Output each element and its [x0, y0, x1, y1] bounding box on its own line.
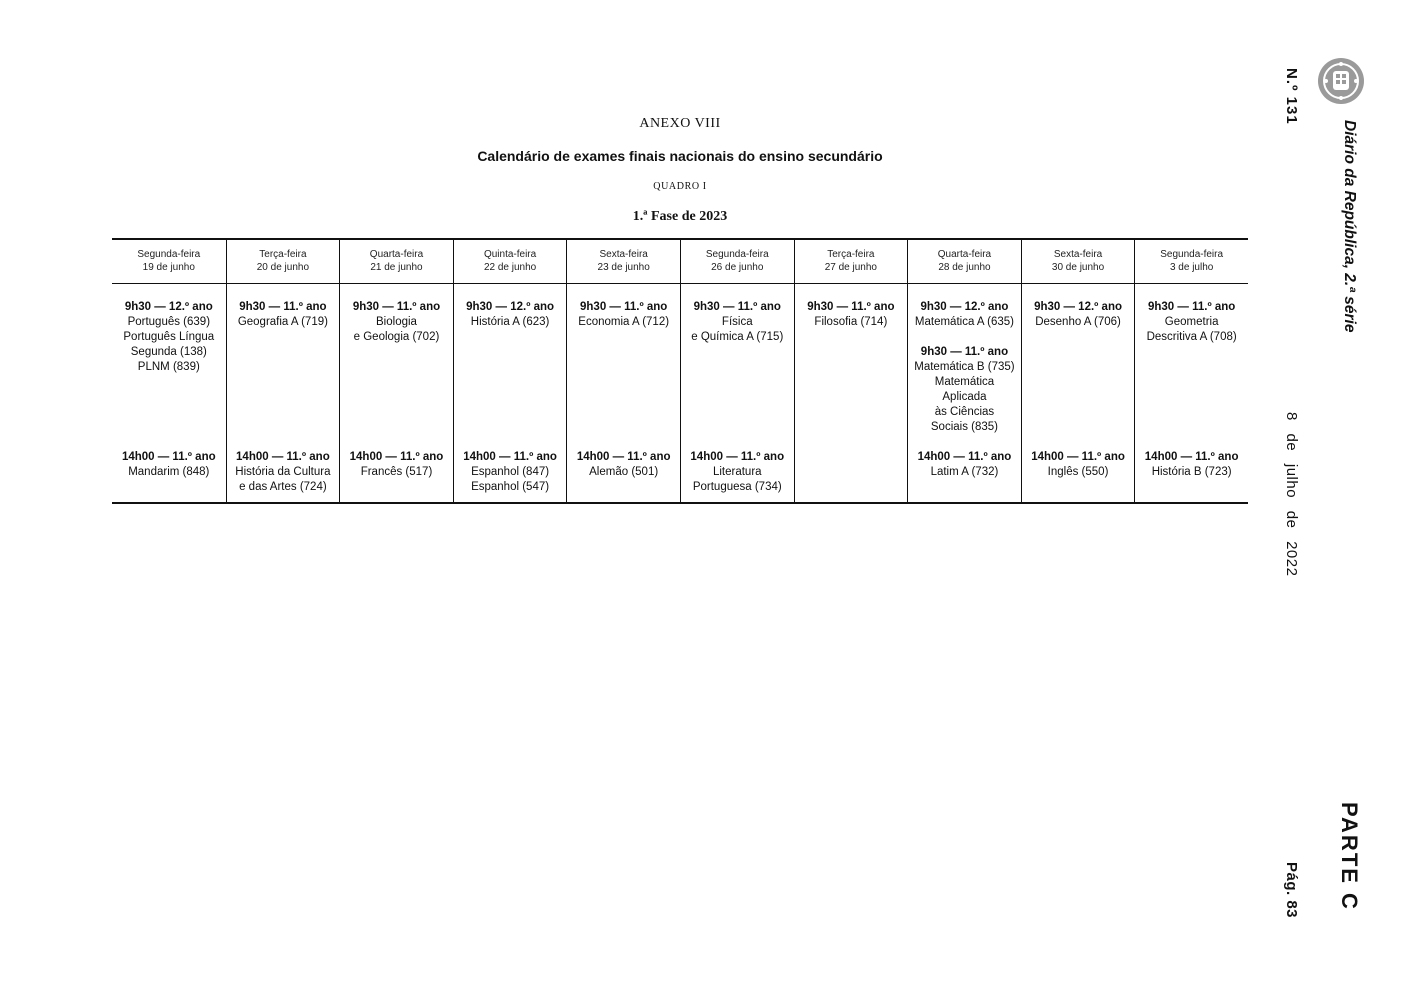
weekday-label: Quarta-feira: [937, 249, 992, 260]
morning-session: [227, 300, 340, 330]
exam-subject: Inglês (550): [1047, 466, 1109, 478]
journal-title: Diário da República, 2.ª série: [1341, 120, 1358, 333]
day-header: [340, 240, 453, 284]
exam-subject: Descritiva A (708): [1146, 331, 1237, 343]
day-column: [226, 240, 340, 502]
session-time: 9h30 — 11.º ano: [1147, 301, 1236, 313]
day-header: [567, 240, 680, 284]
quadro-label: QUADRO I: [653, 181, 707, 192]
exam-subject: História A (623): [470, 316, 550, 328]
session-time: 9h30 — 12.º ano: [466, 301, 555, 313]
afternoon-session: [567, 450, 680, 480]
annex-title: ANEXO VIII: [639, 116, 721, 131]
exam-subject: Português (639): [127, 316, 211, 328]
session-time: 14h00 — 11.º ano: [349, 451, 444, 463]
exam-subject: Espanhol (847): [471, 466, 550, 478]
exam-subject: Espanhol (547): [471, 481, 550, 493]
exam-subject: Latim A (732): [930, 466, 999, 478]
republic-emblem-icon: [1316, 56, 1366, 106]
weekday-label: Segunda-feira: [1160, 249, 1224, 260]
exam-subject: Portuguesa (734): [692, 481, 782, 493]
afternoon-session: [1135, 450, 1248, 480]
date-label: 30 de junho: [1051, 262, 1105, 273]
weekday-label: Segunda-feira: [137, 249, 201, 260]
exam-subject: Biologia: [376, 316, 417, 328]
weekday-label: Terça-feira: [827, 249, 875, 260]
session-time: 14h00 — 11.º ano: [690, 451, 785, 463]
session-time: 9h30 — 11.º ano: [807, 301, 895, 313]
day-header: [1135, 240, 1248, 284]
exam-subject: Matemática B (735): [914, 361, 1015, 373]
day-header: [681, 240, 794, 284]
day-column: [566, 240, 680, 502]
exam-calendar-table: [112, 238, 1248, 504]
exam-subject: Economia A (712): [578, 316, 670, 328]
exam-subject: Geografia A (719): [237, 316, 328, 328]
exam-subject: PLNM (839): [137, 361, 200, 373]
exam-subject: História da Cultura: [235, 466, 331, 478]
weekday-label: Quarta-feira: [369, 249, 424, 260]
session-time: 9h30 — 12.º ano: [124, 301, 213, 313]
exam-subject: Segunda (138): [130, 346, 207, 358]
morning-session: [681, 300, 794, 345]
session-time: 14h00 — 11.º ano: [1144, 451, 1239, 463]
afternoon-session: [340, 450, 453, 480]
day-header: [454, 240, 567, 284]
weekday-label: Segunda-feira: [705, 249, 769, 260]
session-time: 14h00 — 11.º ano: [917, 451, 1012, 463]
weekday-label: Sexta-feira: [599, 249, 648, 260]
session-time: 14h00 — 11.º ano: [236, 451, 330, 463]
day-column: [112, 240, 226, 502]
exam-subject: Geometria: [1164, 316, 1219, 328]
date-label: 27 de junho: [824, 262, 877, 273]
exam-subject: Alemão (501): [589, 466, 659, 478]
session-time: 9h30 — 11.º ano: [693, 301, 781, 313]
day-column: [680, 240, 794, 502]
session-time: 9h30 — 11.º ano: [580, 301, 668, 313]
exam-subject: Matemática: [934, 376, 995, 388]
phase-title: 1.ª Fase de 2023: [632, 209, 728, 224]
session-time: 9h30 — 11.º ano: [239, 301, 327, 313]
date-label: 28 de junho: [938, 262, 991, 273]
morning-session: [908, 345, 1021, 435]
morning-session: [1135, 300, 1248, 345]
date-label: 3 de julho: [1169, 262, 1214, 273]
afternoon-session: [112, 450, 226, 480]
date-label: 19 de junho: [142, 262, 195, 273]
day-column: [1134, 240, 1248, 502]
morning-session: [454, 300, 567, 330]
date-label: 22 de junho: [483, 262, 537, 273]
morning-session: [795, 300, 908, 330]
day-header: [227, 240, 340, 284]
publication-date: 8 de julho de 2022: [1283, 412, 1300, 577]
date-label: 20 de junho: [256, 262, 310, 273]
session-time: 9h30 — 12.º ano: [920, 301, 1009, 313]
session-time: 9h30 — 11.º ano: [352, 301, 441, 313]
exam-subject: Matemática A (635): [914, 316, 1014, 328]
day-column: [794, 240, 908, 502]
date-label: 21 de junho: [370, 262, 423, 273]
day-column: [453, 240, 567, 502]
exam-subject: às Ciências: [934, 406, 995, 418]
part-label: PARTE C: [1337, 802, 1362, 911]
day-header: [1022, 240, 1135, 284]
day-column: [907, 240, 1021, 502]
exam-subject: e das Artes (724): [239, 481, 327, 493]
afternoon-session: [1022, 450, 1135, 480]
day-header: [112, 240, 226, 284]
exam-subject: Português Língua: [123, 331, 215, 343]
session-time: 14h00 — 11.º ano: [1031, 451, 1125, 463]
exam-subject: Aplicada: [942, 391, 987, 403]
session-time: 14h00 — 11.º ano: [121, 451, 216, 463]
afternoon-session: [908, 450, 1021, 480]
weekday-label: Terça-feira: [259, 249, 307, 260]
morning-session: [908, 300, 1021, 330]
exam-subject: Francês (517): [360, 466, 433, 478]
weekday-label: Sexta-feira: [1053, 249, 1103, 260]
exam-subject: Desenho A (706): [1035, 316, 1121, 328]
session-time: 14h00 — 11.º ano: [576, 451, 671, 463]
day-column: [1021, 240, 1135, 502]
date-label: 26 de junho: [711, 262, 764, 273]
calendar-title: Calendário de exames finais nacionais do ensino secundário: [477, 148, 883, 164]
exam-subject: Sociais (835): [930, 421, 999, 433]
page-number: Pág. 83: [1283, 862, 1300, 919]
exam-subject: História B (723): [1151, 466, 1232, 478]
exam-subject: e Geologia (702): [353, 331, 440, 343]
afternoon-session: [454, 450, 567, 495]
issue-number: N.º 131: [1283, 68, 1300, 125]
date-label: 23 de junho: [597, 262, 650, 273]
exam-subject: Filosofia (714): [814, 316, 888, 328]
morning-session: [1022, 300, 1135, 330]
exam-subject: Mandarim (848): [128, 466, 210, 478]
morning-session: [112, 300, 226, 375]
day-header: [908, 240, 1021, 284]
exam-subject: Física: [721, 316, 753, 328]
exam-subject: e Química A (715): [691, 331, 784, 343]
morning-session: [567, 300, 680, 330]
weekday-label: Quinta-feira: [483, 249, 537, 260]
session-time: 9h30 — 12.º ano: [1034, 301, 1123, 313]
exam-subject: Literatura: [712, 466, 762, 478]
afternoon-session: [681, 450, 794, 495]
session-time: 9h30 — 11.º ano: [920, 346, 1009, 358]
afternoon-session: [227, 450, 340, 495]
session-time: 14h00 — 11.º ano: [463, 451, 557, 463]
morning-session: [340, 300, 453, 345]
day-header: [795, 240, 908, 284]
day-column: [339, 240, 453, 502]
